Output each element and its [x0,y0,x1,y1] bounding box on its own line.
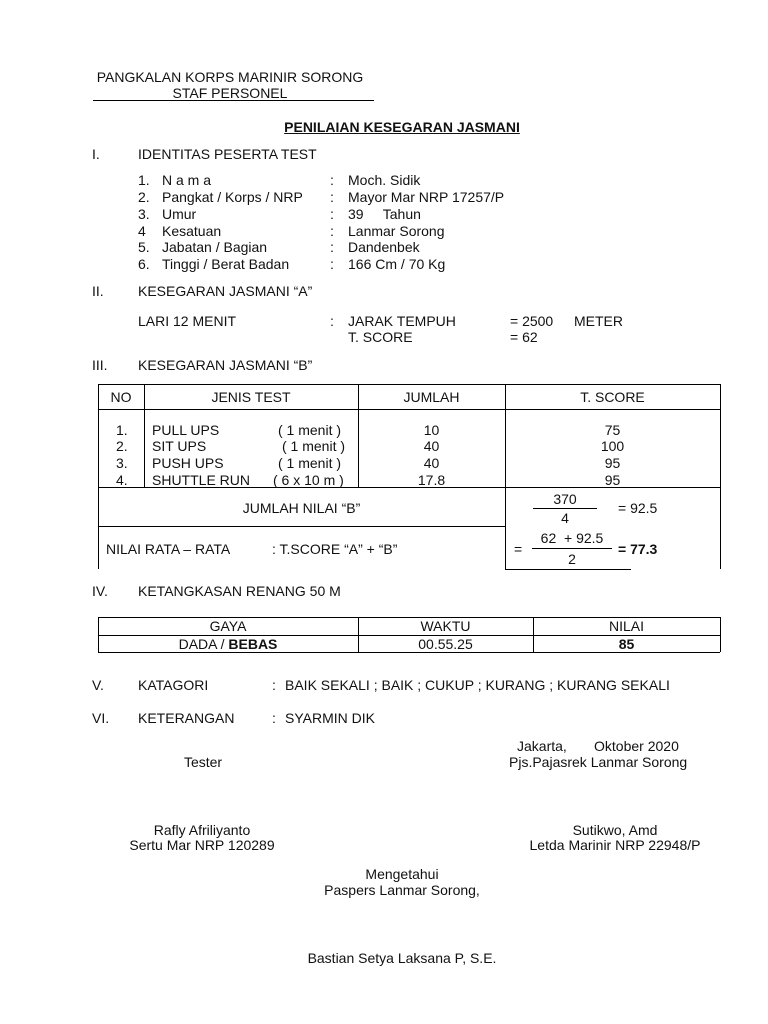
right-signer-rank: Letda Marinir NRP 22948/P [529,837,701,853]
table-border [98,384,99,569]
category-colon: : [272,677,276,693]
table-cell-duration: ( 1 menit ) [278,422,342,438]
table-border [505,569,631,570]
table-header: T. SCORE [580,389,645,405]
jumlah-denominator: 4 [561,510,569,526]
table-cell-test: PUSH UPS [152,455,224,471]
run-test-label: LARI 12 MENIT [138,313,237,329]
table-cell-duration: ( 1 menit ) [282,438,346,454]
identity-colon: : [330,172,334,188]
table-cell-score: 100 [600,438,625,454]
identity-colon: : [330,256,334,272]
distance-unit: METER [574,313,623,329]
jumlah-numerator: 370 [553,491,577,507]
table-header: JUMLAH [403,389,460,405]
table-border [98,526,505,527]
table-cell-no: 4. [116,472,128,488]
identity-label: Kesatuan [162,223,222,239]
gaya-text: DADA / [178,636,225,652]
fraction-bar [532,548,612,549]
table-cell-test: PULL UPS [152,422,220,438]
identity-value: 166 Cm / 70 Kg [348,256,446,272]
section-title: IDENTITAS PESERTA TEST [138,146,317,162]
table-header: JENIS TEST [211,389,291,405]
identity-no: 6. [138,256,150,272]
section-title: KETANGKASAN RENANG 50 M [138,583,341,599]
table-cell-waktu: 00.55.25 [418,636,473,652]
table-header: WAKTU [420,618,471,634]
org-division: STAF PERSONEL [172,85,288,101]
distance-value: = 2500 [510,313,554,329]
table-cell-gaya [98,636,358,652]
identity-value: Moch. Sidik [348,172,421,188]
category-label: KATAGORI [138,677,209,693]
table-border [720,617,721,652]
table-cell-no: 1. [116,422,128,438]
distance-label: JARAK TEMPUH [348,313,456,329]
identity-no: 5. [138,239,150,255]
section-number: V. [92,677,104,693]
acknowledger-title: Paspers Lanmar Sorong, [324,882,480,898]
table-cell-no: 2. [116,438,128,454]
table-border [98,652,720,653]
identity-colon: : [330,223,334,239]
acknowledged-label: Mengetahui [365,866,439,882]
rata-numerator: 62 + 92.5 [540,530,604,546]
table-border [98,409,720,410]
tscore-value: = 62 [510,329,538,345]
identity-label: Tinggi / Berat Badan [162,256,290,272]
gaya-selected: BEBAS [228,636,278,652]
identity-colon: : [330,189,334,205]
table-cell-score: 95 [604,455,621,471]
identity-no: 4 [138,223,146,239]
tester-name: Rafly Afriliyanto [153,822,251,838]
org-name: PANGKALAN KORPS MARINIR SORONG [96,69,364,85]
jumlah-nilai-label: JUMLAH NILAI “B” [242,500,361,516]
acknowledger-name: Bastian Setya Laksana P, S.E. [307,950,497,966]
identity-value: 39 Tahun [348,206,421,222]
tester-title: Tester [183,754,223,770]
identity-colon: : [330,206,334,222]
section-number: IV. [92,583,108,599]
section-number: II. [92,283,104,299]
rata-label: NILAI RATA – RATA [106,541,231,557]
section-title: KESEGARAN JASMANI “B” [138,357,313,373]
section-number: III. [92,357,108,373]
table-cell-jumlah: 40 [423,455,440,471]
identity-no: 3. [138,206,150,222]
run-colon: : [330,313,334,329]
category-value: BAIK SEKALI ; BAIK ; CUKUP ; KURANG ; KURANG SEKALI [285,677,670,693]
table-cell-jumlah: 10 [423,422,440,438]
jumlah-result: = 92.5 [618,500,658,516]
table-cell-no: 3. [116,455,128,471]
remarks-colon: : [272,710,276,726]
identity-label: Pangkat / Korps / NRP [162,189,303,205]
rata-denominator: 2 [568,551,576,567]
identity-no: 2. [138,189,150,205]
identity-colon: : [330,239,334,255]
section-title: KESEGARAN JASMANI “A” [138,283,313,299]
document-title: PENILAIAN KESEGARAN JASMANI [284,119,520,135]
table-cell-test: SIT UPS [152,438,207,454]
rata-result: = 77.3 [618,541,658,557]
table-cell-nilai: 85 [618,636,635,652]
header-rule [93,100,374,101]
table-cell-jumlah: 40 [423,438,440,454]
identity-value: Mayor Mar NRP 17257/P [348,189,505,205]
tscore-label: T. SCORE [348,329,413,345]
rata-formula: : T.SCORE “A” + “B” [272,541,398,557]
tester-rank: Sertu Mar NRP 120289 [129,837,275,853]
right-signer-title: Pjs.Pajasrek Lanmar Sorong [509,754,688,770]
table-header: GAYA [209,618,247,634]
section-number: VI. [92,710,110,726]
table-header: NO [110,389,132,405]
identity-label: N a m a [162,172,212,188]
table-cell-score: 75 [604,422,621,438]
table-cell-score: 95 [604,472,621,488]
identity-value: Dandenbek [348,239,420,255]
identity-value: Lanmar Sorong [348,223,445,239]
table-border [720,384,721,569]
remarks-label: KETERANGAN [138,710,235,726]
identity-label: Jabatan / Bagian [162,239,268,255]
identity-no: 1. [138,172,150,188]
table-cell-test: SHUTTLE RUN [152,472,251,488]
table-cell-duration: ( 1 menit ) [278,455,342,471]
remarks-value: SYARMIN DIK [285,710,375,726]
table-header: NILAI [608,618,644,634]
identity-label: Umur [162,206,197,222]
table-border [98,384,720,385]
table-cell-jumlah: 17.8 [417,472,446,488]
table-cell-duration: ( 6 x 10 m ) [273,472,344,488]
section-number: I. [92,146,100,162]
rata-equals: = [514,541,523,557]
fraction-bar [533,508,597,509]
place-date: Jakarta, Oktober 2020 [517,738,679,754]
right-signer-name: Sutikwo, Amd [572,822,658,838]
